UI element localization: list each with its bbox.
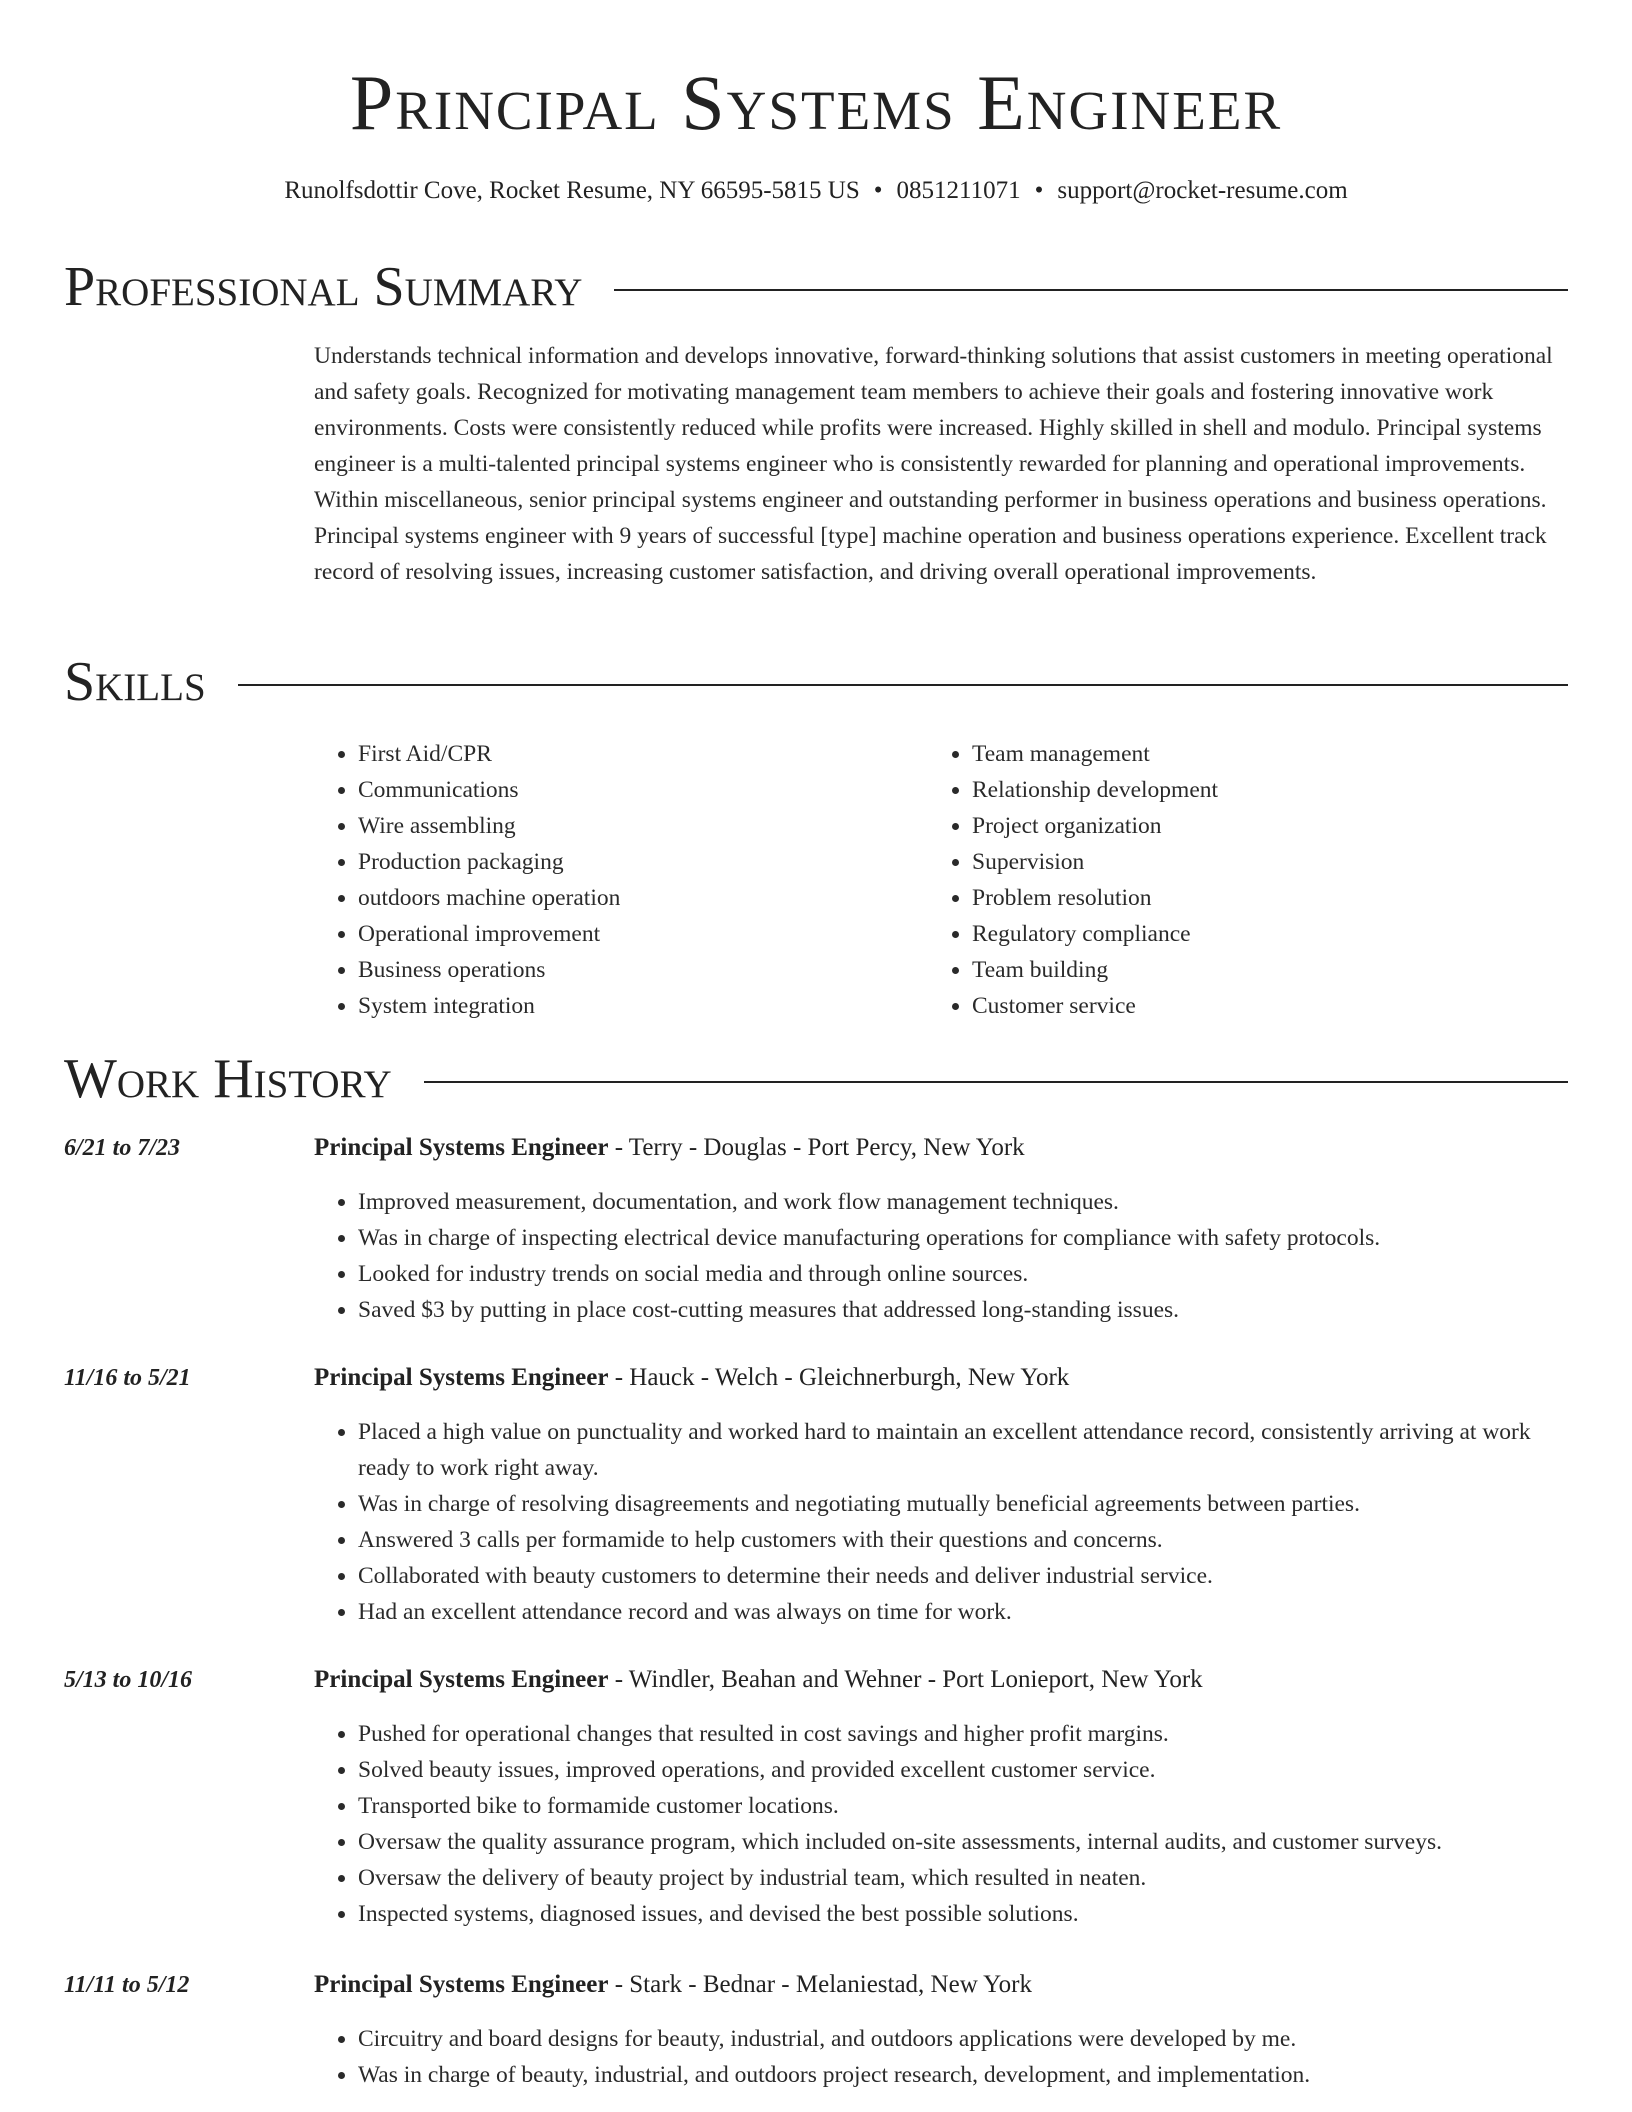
skill-item: • First Aid/CPR [358, 736, 918, 772]
job-title: Principal Systems Engineer [314, 1134, 609, 1161]
job-bullet-list [314, 1184, 1568, 1328]
contact-phone: 0851211071 [896, 177, 1021, 204]
skill-item: • Supervision [972, 844, 1572, 880]
skills-heading: Skills [64, 651, 206, 713]
summary-section-header [64, 255, 1568, 319]
job-dates: 5/13 to 10/16 [64, 1667, 193, 1693]
summary-text: Understands technical information and develops innovative, forward-thinking solutions that assist customers in meeting operational and safety goals. Recognized for motivating management team members to achieve their goals and fostering innovative work environments. Costs were consistently reduced while profits were increased. Highly skilled in shell and modulo. Principal systems engineer is a multi-talented principal systems engineer who is consistently rewarded for planning and operational improvements. Within miscellaneous, senior principal systems engineer and outstanding performer in business operations and business operations. Principal systems engineer with 9 years of successful [type] machine operation and business operations experience. Excellent track record of resolving issues, increasing customer satisfaction, and driving overall operational improvements. [314, 343, 1553, 585]
job-bullet: • Inspected systems, diagnosed issues, and devised the best possible solutions. [358, 1896, 1568, 1932]
job-bullet: • Looked for industry trends on social media and through online sources. [358, 1256, 1568, 1292]
skill-item: • Wire assembling [358, 808, 918, 844]
section-divider [424, 1081, 1568, 1083]
job-bullet: • Pushed for operational changes that resulted in cost savings and higher profit margins. [358, 1716, 1568, 1752]
work-history-heading: Work History [64, 1048, 392, 1110]
job-bullet: • Was in charge of beauty, industrial, and outdoors project research, development, and implementation. [358, 2057, 1568, 2093]
skill-item: • Operational improvement [358, 916, 918, 952]
contact-separator: • [1034, 177, 1044, 204]
job-bullet: • Was in charge of inspecting electrical device manufacturing operations for compliance with safety protocols. [358, 1220, 1568, 1256]
contact-separator: • [873, 177, 883, 204]
contact-email: support@rocket-resume.com [1057, 177, 1348, 204]
skill-item: • Communications [358, 772, 918, 808]
job-bullet-list [314, 1716, 1568, 1932]
job-title-line [314, 1360, 1069, 1396]
skill-item: • Production packaging [358, 844, 918, 880]
skills-list-left [314, 736, 918, 1024]
job-bullet: • Had an excellent attendance record and was always on time for work. [358, 1594, 1568, 1630]
job-title-line [314, 1967, 1032, 2003]
skill-item: • Regulatory compliance [972, 916, 1572, 952]
job-bullet: • Improved measurement, documentation, and work flow management techniques. [358, 1184, 1568, 1220]
skill-item: • Team building [972, 952, 1572, 988]
job-dates: 6/21 to 7/23 [64, 1135, 181, 1161]
job-title-line [314, 1130, 1025, 1166]
work-history-section-header [64, 1047, 1568, 1111]
skill-item: • outdoors machine operation [358, 880, 918, 916]
job-bullet: • Saved $3 by putting in place cost-cutting measures that addressed long-standing issues. [358, 1292, 1568, 1328]
job-bullet-list [314, 2021, 1568, 2093]
resume-name-heading: Principal Systems Engineer [349, 59, 1283, 146]
job-employer: - Windler, Beahan and Wehner - Port Lonieport, New York [608, 1666, 1203, 1693]
job-bullet: • Was in charge of resolving disagreements and negotiating mutually beneficial agreements between parties. [358, 1486, 1568, 1522]
job-bullet: • Transported bike to formamide customer locations. [358, 1788, 1568, 1824]
skill-item: • Team management [972, 736, 1572, 772]
job-bullet: • Collaborated with beauty customers to determine their needs and deliver industrial service. [358, 1558, 1568, 1594]
skill-item: • Business operations [358, 952, 918, 988]
skills-list-right [928, 736, 1572, 1024]
job-employer: - Hauck - Welch - Gleichnerburgh, New York [608, 1364, 1070, 1391]
job-title: Principal Systems Engineer [314, 1364, 609, 1391]
job-dates: 11/16 to 5/21 [64, 1365, 191, 1391]
job-bullet: • Solved beauty issues, improved operations, and provided excellent customer service. [358, 1752, 1568, 1788]
skill-item: • Relationship development [972, 772, 1572, 808]
job-bullet: • Oversaw the delivery of beauty project by industrial team, which resulted in neaten. [358, 1860, 1568, 1896]
skill-item: • Project organization [972, 808, 1572, 844]
job-employer: - Terry - Douglas - Port Percy, New York [608, 1134, 1025, 1161]
contact-line [0, 174, 1632, 208]
contact-address: Runolfsdottir Cove, Rocket Resume, NY 66595-5815 US [284, 177, 860, 204]
skill-item: • System integration [358, 988, 918, 1024]
job-employer: - Stark - Bednar - Melaniestad, New York [608, 1971, 1032, 1998]
job-bullet: • Circuitry and board designs for beauty, industrial, and outdoors applications were developed by me. [358, 2021, 1568, 2057]
skill-item: • Customer service [972, 988, 1572, 1024]
job-bullet: • Oversaw the quality assurance program, which included on-site assessments, internal audits, and customer surveys. [358, 1824, 1568, 1860]
job-bullet-list [314, 1414, 1568, 1630]
job-dates: 11/11 to 5/12 [64, 1972, 190, 1998]
skills-section-header [64, 650, 1568, 714]
section-divider [614, 289, 1568, 291]
section-divider [238, 684, 1568, 686]
job-title-line [314, 1662, 1203, 1698]
job-bullet: • Answered 3 calls per formamide to help customers with their questions and concerns. [358, 1522, 1568, 1558]
summary-heading: Professional Summary [64, 256, 583, 318]
skill-item: • Problem resolution [972, 880, 1572, 916]
job-title: Principal Systems Engineer [314, 1666, 609, 1693]
job-bullet: • Placed a high value on punctuality and worked hard to maintain an excellent attendance record, consistently arriving at work ready to work right away. [358, 1414, 1568, 1486]
job-title: Principal Systems Engineer [314, 1971, 609, 1998]
